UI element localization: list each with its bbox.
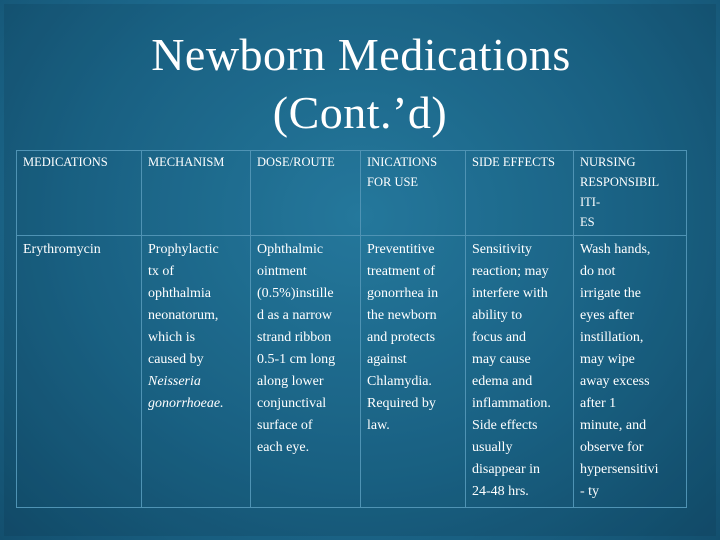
cell-medication: Erythromycin bbox=[17, 236, 142, 508]
organism-name: Neisseria gonorrhoeae. bbox=[148, 374, 224, 411]
header-dose-route: DOSE/ROUTE bbox=[251, 151, 361, 236]
cell-side-effects: Sensitivity reaction; may interfere with ability to focus and may cause edema and inflammation. Side effects usually disappear in 24-48 hrs. bbox=[466, 236, 574, 508]
header-indications: INICATIONS FOR USE bbox=[361, 151, 466, 236]
title-line-1: Newborn Medications bbox=[151, 29, 571, 80]
slide-title bbox=[0, 26, 720, 142]
cell-nursing: Wash hands, do not irrigate the eyes after instillation, may wipe away excess after 1 minute, and observe for hypersensitivi - ty bbox=[574, 236, 687, 508]
cell-dose-route: Ophthalmic ointment (0.5%)instille d as a narrow strand ribbon 0.5-1 cm long along lower conjunctival surface of each eye. bbox=[251, 236, 361, 508]
header-nursing-responsibilities: NURSING RESPONSIBIL ITI- ES bbox=[574, 151, 687, 236]
header-mechanism: MECHANISM bbox=[142, 151, 251, 236]
table-header-row bbox=[17, 151, 687, 236]
table-row bbox=[17, 236, 687, 508]
medications-table bbox=[16, 150, 687, 508]
title-line-2: (Cont.’d) bbox=[272, 87, 448, 138]
header-side-effects: SIDE EFFECTS bbox=[466, 151, 574, 236]
cell-indications: Preventitive treatment of gonorrhea in the newborn and protects against Chlamydia. Required by law. bbox=[361, 236, 466, 508]
cell-mechanism: Prophylactic tx of ophthalmia neonatorum, which is caused by Neisseria gonorrhoeae. bbox=[142, 236, 251, 508]
header-medications: MEDICATIONS bbox=[17, 151, 142, 236]
